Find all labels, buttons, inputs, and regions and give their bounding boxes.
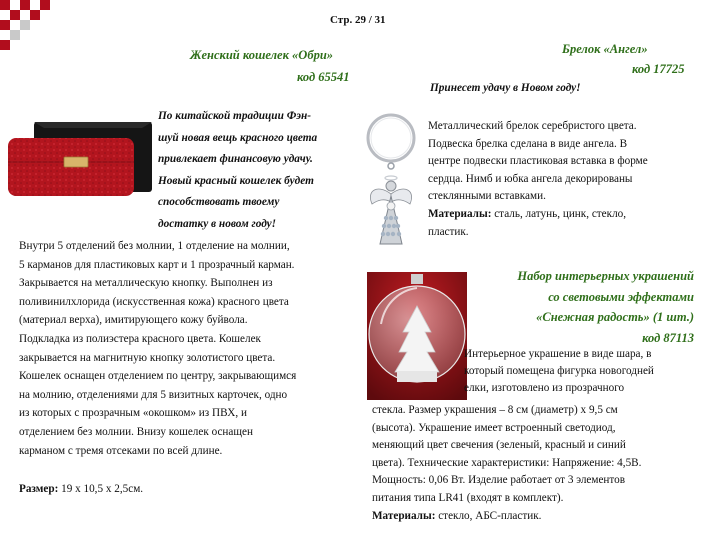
keychain-code: код 17725 xyxy=(632,62,685,76)
wallet-title: Женский кошелек «Обри» xyxy=(190,48,334,62)
keychain-image xyxy=(360,112,422,252)
page-number: Стр. 29 / 31 xyxy=(330,14,386,26)
snowglobe-image xyxy=(367,272,467,400)
wallet-code: код 65541 xyxy=(297,70,350,84)
wallet-size: Размер: 19 х 10,5 х 2,5см. xyxy=(19,483,144,495)
snowglobe-title: Набор интерьерных украшений со световыми эффектами «Снежная радость» (1 шт.) код 87113 xyxy=(517,269,694,345)
wallet-tagline: По китайской традиции Фэн- шуй новая вещь красного цвета привлекает финансовую удачу. Новый красный кошелек будет способствовать твоему достатку в новом году! xyxy=(158,110,318,230)
snowglobe-description-indented: Интерьерное украшение в виде шара, в который помещена фигурка новогодней елки, изготовлено из прозрачного xyxy=(464,348,654,394)
wallet-description: Внутри 5 отделений без молнии, 1 отделение на молнии, 5 карманов для пластиковых карт и 1 прозрачный карман. Закрывается на металлическую кнопку. Выполнен из поливинилхлорида (искусственная кожа) красного цвета (материал верха), имитирующего кожу буйвола. Подкладка из полиэстера красного цвета. Кошелек закрывается на магнитную кнопку золотистого цвета. Кошелек оснащен отделением по центру, закрывающимся на молнию, отделениями для 5 визитных карточек, одно из которых с прозрачным «окошком» из ПВХ, и отделением без молнии. Внизу кошелек оснащен карманом с тремя отсеками по всей длине. xyxy=(19,240,297,457)
corner-decoration xyxy=(0,0,60,40)
keychain-tagline: Принесет удачу в Новом году! xyxy=(430,82,581,94)
keychain-description: Металлический брелок серебристого цвета. Подвеска брелка сделана в виде ангела. В центре подвески пластиковая вставка в форме сердца. Нимб и юбка ангела декорированы стеклянными вставками. Материалы: сталь, латунь, цинк, стекло, пластик. xyxy=(428,120,648,238)
snowglobe-description: стекла. Размер украшения – 8 см (диаметр) х 9,5 см (высота). Украшение имеет встроенный светодиод, меняющий цвет свечения (зеленый, красный и синий цвета). Технические характеристики: Напряжение: 4,5В. Мощность: 0,06 Вт. Изделие работает от 3 элементов питания типа LR41 (входят в комплект). Материалы: стекло, АБС-пластик. xyxy=(372,404,642,522)
keychain-title: Брелок «Ангел» xyxy=(562,42,648,56)
wallet-image xyxy=(4,118,154,198)
